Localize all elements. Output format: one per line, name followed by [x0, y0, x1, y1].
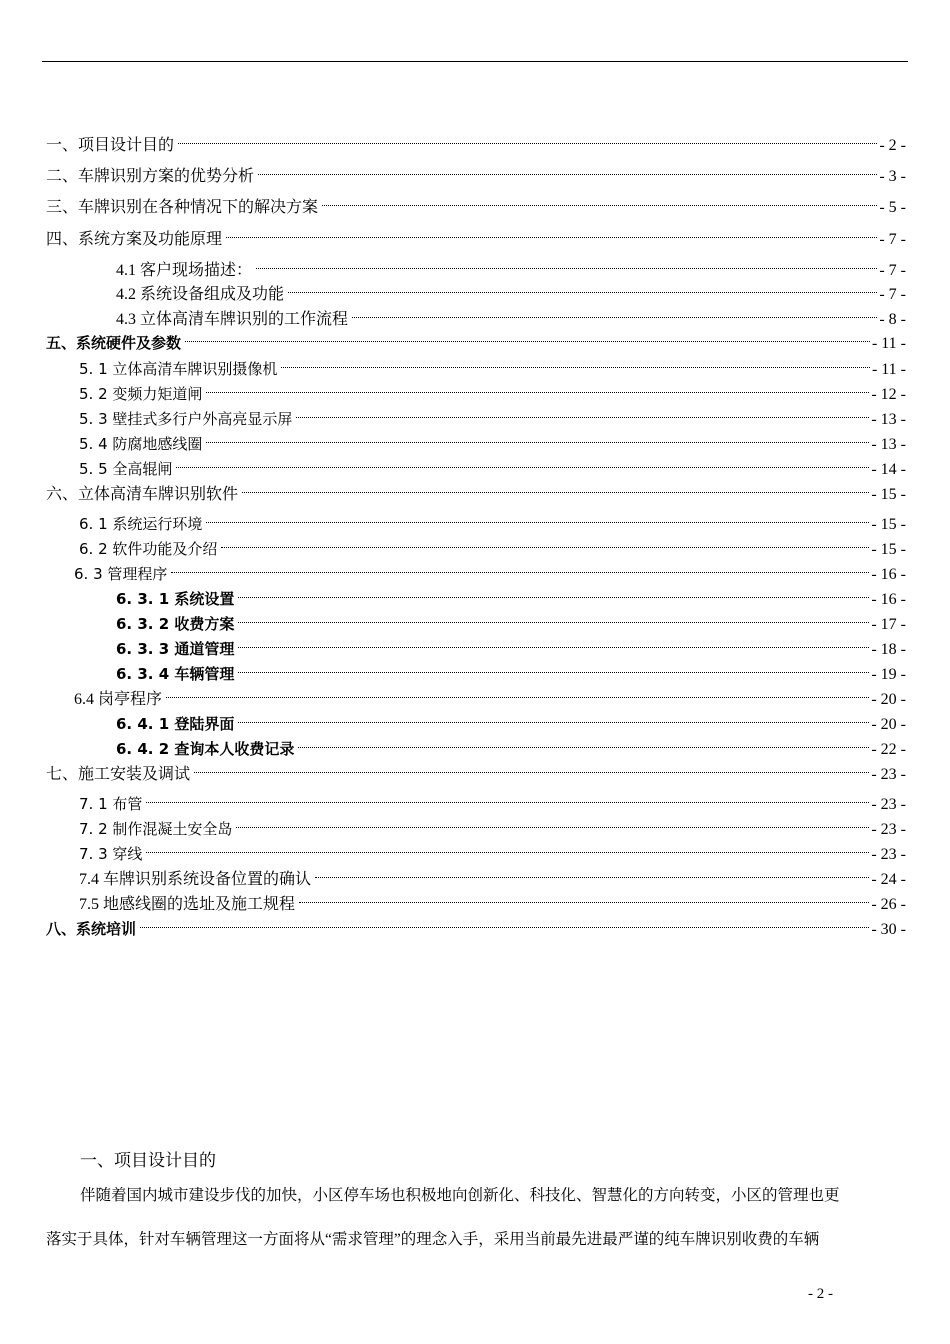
toc-entry-page: - 7 -: [879, 262, 906, 279]
toc-leader-dots: [279, 350, 870, 374]
toc-entry-label: 7. 2 制作混凝土安全岛: [79, 820, 233, 838]
toc-leader-dots: [350, 300, 877, 324]
page-number: - 2 -: [808, 1286, 833, 1302]
toc-entry[interactable]: [116, 730, 906, 758]
toc-leader-dots: [236, 605, 869, 629]
toc-entry-page: - 15 -: [871, 486, 906, 503]
toc-entry-page: - 13 -: [871, 436, 906, 453]
toc-entry[interactable]: [46, 475, 906, 503]
toc-entry-label: 6. 1 系统运行环境: [79, 515, 203, 533]
toc-entry-label: 6. 4. 2 查询本人收费记录: [116, 740, 295, 758]
toc-entry[interactable]: [46, 755, 906, 783]
toc-leader-dots: [236, 655, 869, 679]
toc-entry-label: 4.2 系统设备组成及功能: [116, 286, 285, 303]
toc-entry-page: - 26 -: [871, 896, 906, 913]
toc-leader-dots: [224, 220, 877, 244]
toc-leader-dots: [236, 580, 869, 604]
toc-entry[interactable]: [46, 126, 906, 154]
toc-entry[interactable]: [79, 375, 906, 403]
toc-entry-label: 4.3 立体高清车牌识别的工作流程: [116, 311, 349, 328]
toc-entry[interactable]: [74, 680, 906, 708]
toc-leader-dots: [183, 324, 870, 348]
toc-entry[interactable]: [116, 300, 906, 328]
toc-entry-page: - 17 -: [871, 616, 906, 633]
toc-entry-page: - 18 -: [871, 641, 906, 658]
toc-leader-dots: [286, 275, 877, 299]
toc-entry-page: - 3 -: [879, 168, 906, 185]
toc-leader-dots: [240, 475, 869, 499]
toc-entry-label: 6. 4. 1 登陆界面: [116, 715, 235, 733]
toc-entry[interactable]: [79, 810, 906, 838]
section-heading: 一、项目设计目的: [80, 1151, 216, 1170]
toc-entry-page: - 15 -: [871, 541, 906, 558]
toc-entry[interactable]: [79, 885, 906, 913]
toc-leader-dots: [204, 425, 869, 449]
header-rule: [42, 61, 908, 62]
toc-entry-label: 七、施工安装及调试: [46, 766, 191, 783]
toc-entry-page: - 15 -: [871, 516, 906, 533]
toc-leader-dots: [236, 630, 869, 654]
toc-entry-page: - 2 -: [879, 137, 906, 154]
toc-entry[interactable]: [46, 324, 906, 352]
toc-leader-dots: [164, 680, 869, 704]
toc-entry-page: - 19 -: [871, 666, 906, 683]
toc-entry-label: 7.4 车牌识别系统设备位置的确认: [79, 871, 312, 888]
toc-entry[interactable]: [46, 220, 906, 248]
toc-leader-dots: [297, 885, 869, 909]
toc-entry-page: - 7 -: [879, 286, 906, 303]
toc-entry-label: 5. 4 防腐地感线圈: [79, 435, 203, 453]
toc-entry-page: - 23 -: [871, 796, 906, 813]
toc-entry[interactable]: [116, 655, 906, 683]
toc-entry-page: - 20 -: [871, 716, 906, 733]
toc-entry[interactable]: [79, 835, 906, 863]
toc-entry[interactable]: [116, 605, 906, 633]
toc-leader-dots: [138, 910, 869, 934]
toc-leader-dots: [296, 730, 869, 754]
toc-entry-page: - 30 -: [871, 921, 906, 938]
toc-entry-label: 5. 1 立体高清车牌识别摄像机: [79, 360, 278, 378]
toc-leader-dots: [234, 810, 869, 834]
toc-entry-label: 八、系统培训: [46, 920, 137, 938]
toc-entry-label: 四、系统方案及功能原理: [46, 231, 223, 248]
toc-entry-page: - 16 -: [871, 591, 906, 608]
toc-entry-page: - 7 -: [879, 231, 906, 248]
toc-entry[interactable]: [116, 251, 906, 279]
toc-leader-dots: [236, 705, 869, 729]
body-paragraph-1: 伴随着国内城市建设步伐的加快，小区停车场也积极地向创新化、科技化、智慧化的方向转变，小区的管理也更: [80, 1187, 840, 1204]
toc-leader-dots: [219, 530, 869, 554]
toc-entry-page: - 20 -: [871, 691, 906, 708]
toc-entry-page: - 23 -: [871, 846, 906, 863]
toc-entry-label: 4.1 客户现场描述：: [116, 262, 253, 279]
toc-entry-page: - 24 -: [871, 871, 906, 888]
toc-entry-page: - 13 -: [871, 411, 906, 428]
toc-entry[interactable]: [79, 425, 906, 453]
toc-leader-dots: [169, 555, 869, 579]
toc-entry-page: - 22 -: [871, 741, 906, 758]
toc-entry-label: 6. 2 软件功能及介绍: [79, 540, 218, 558]
toc-leader-dots: [144, 785, 869, 809]
toc-entry[interactable]: [116, 705, 906, 733]
body-paragraph-2: 落实于具体，针对车辆管理这一方面将从“需求管理”的理念入手，采用当前最先进最严谨的纯车牌识别收费的车辆: [46, 1231, 820, 1248]
toc-leader-dots: [320, 188, 877, 212]
toc-entry[interactable]: [116, 630, 906, 658]
toc-entry[interactable]: [116, 580, 906, 608]
toc-entry[interactable]: [74, 555, 906, 583]
toc-entry-label: 二、车牌识别方案的优势分析: [46, 168, 255, 185]
toc-entry[interactable]: [46, 157, 906, 185]
toc-entry-page: - 23 -: [871, 766, 906, 783]
toc-entry-label: 5. 3 壁挂式多行户外高亮显示屏: [79, 410, 293, 428]
toc-entry-label: 六、立体高清车牌识别软件: [46, 486, 239, 503]
toc-leader-dots: [204, 505, 869, 529]
toc-entry[interactable]: [46, 188, 906, 216]
toc-entry-label: 6. 3. 1 系统设置: [116, 590, 235, 608]
toc-leader-dots: [256, 157, 877, 181]
toc-entry[interactable]: [79, 400, 906, 428]
toc-entry[interactable]: [79, 505, 906, 533]
toc-entry-label: 7. 3 穿线: [79, 845, 143, 863]
toc-leader-dots: [294, 400, 869, 424]
toc-entry-label: 6. 3 管理程序: [74, 565, 168, 583]
toc-entry-page: - 8 -: [879, 311, 906, 328]
toc-entry-page: - 11 -: [871, 361, 906, 378]
toc-entry-label: 6. 3. 3 通道管理: [116, 640, 235, 658]
toc-entry-label: 6.4 岗亭程序: [74, 691, 163, 708]
toc-entry[interactable]: [46, 910, 906, 938]
toc-leader-dots: [174, 450, 869, 474]
toc-entry[interactable]: [79, 530, 906, 558]
toc-entry-page: - 16 -: [871, 566, 906, 583]
toc-entry[interactable]: [116, 275, 906, 303]
toc-entry-label: 6. 3. 4 车辆管理: [116, 665, 235, 683]
toc-entry-label: 5. 2 变频力矩道闸: [79, 385, 203, 403]
toc-entry[interactable]: [79, 785, 906, 813]
toc-entry[interactable]: [79, 350, 906, 378]
toc-leader-dots: [192, 755, 869, 779]
toc-entry-label: 三、车牌识别在各种情况下的解决方案: [46, 199, 319, 216]
toc-entry[interactable]: [79, 860, 906, 888]
toc-entry[interactable]: [79, 450, 906, 478]
toc-entry-label: 7. 1 布管: [79, 795, 143, 813]
toc-entry-page: - 11 -: [871, 335, 906, 352]
toc-entry-label: 7.5 地感线圈的选址及施工规程: [79, 896, 296, 913]
toc-entry-label: 6. 3. 2 收费方案: [116, 615, 235, 633]
toc-entry-label: 5. 5 全高辊闸: [79, 460, 173, 478]
toc-entry-label: 五、系统硬件及参数: [46, 334, 182, 352]
toc-leader-dots: [176, 126, 877, 150]
toc-entry-page: - 5 -: [879, 199, 906, 216]
toc-leader-dots: [144, 835, 869, 859]
toc-entry-page: - 12 -: [871, 386, 906, 403]
toc-entry-page: - 23 -: [871, 821, 906, 838]
toc-leader-dots: [254, 251, 877, 275]
toc-entry-page: - 14 -: [871, 461, 906, 478]
toc-leader-dots: [313, 860, 869, 884]
toc-leader-dots: [204, 375, 869, 399]
toc-entry-label: 一、项目设计目的: [46, 137, 175, 154]
